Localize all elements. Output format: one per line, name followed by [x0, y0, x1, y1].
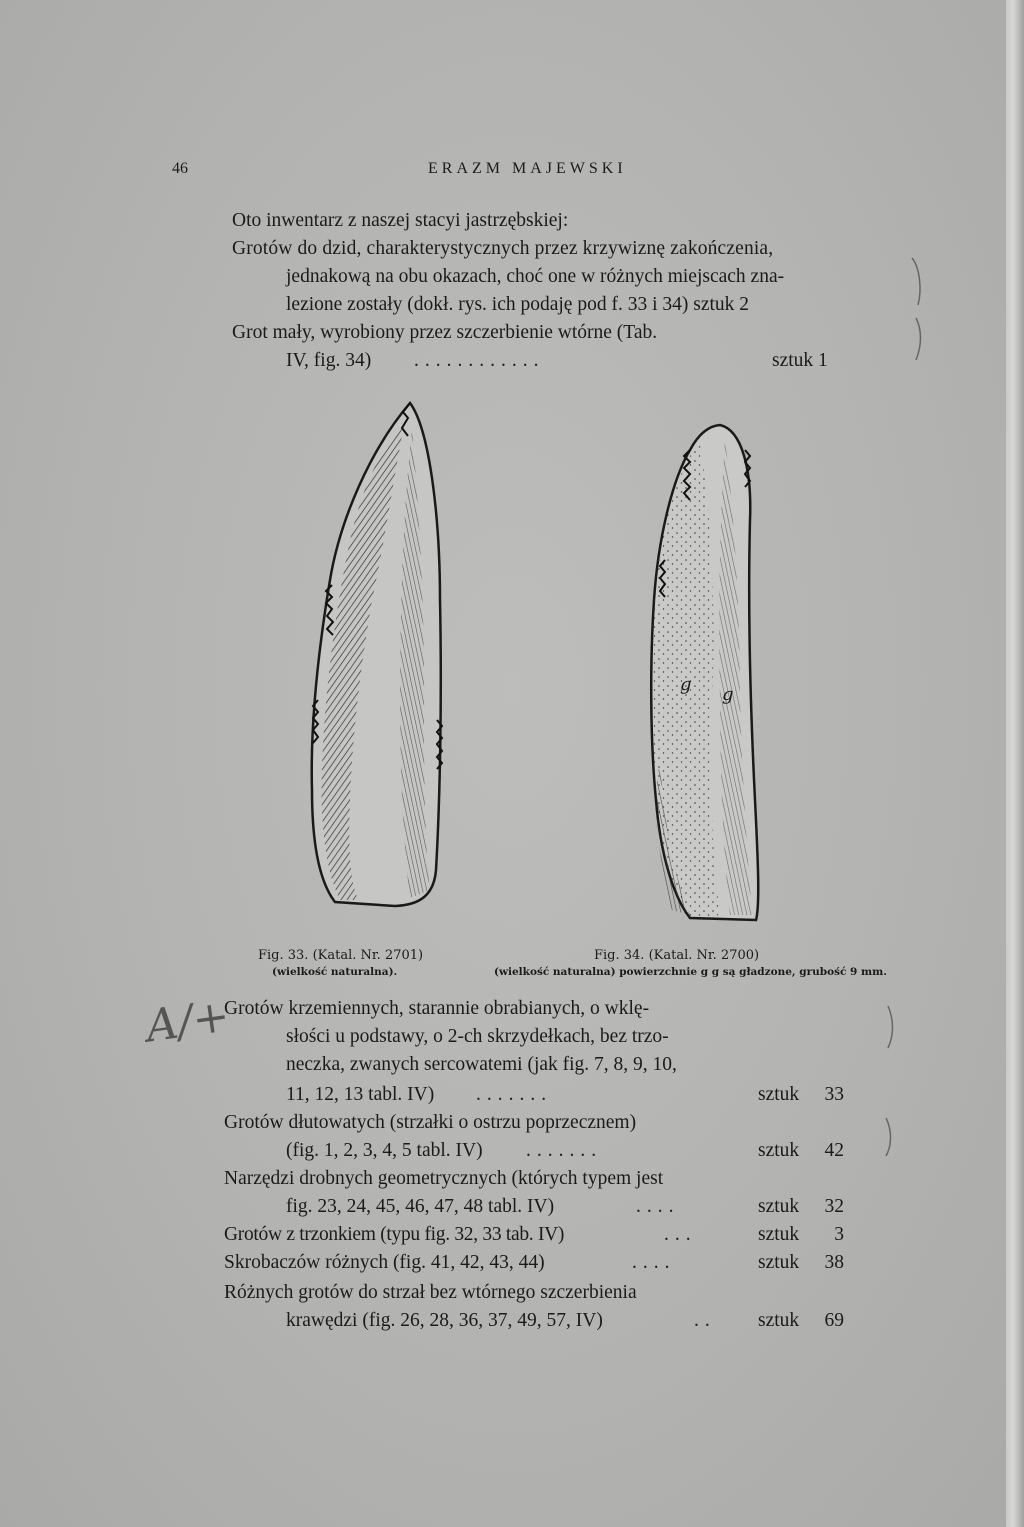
leader-dots: ............ [414, 350, 545, 371]
inventory-unit: sztuk [758, 1196, 800, 1217]
item-line: Grotów do dzid, charakterystycznych przez krzywiznę zakończenia, [232, 238, 774, 259]
handwritten-margin-note: A/+ [142, 990, 233, 1053]
leader-dots: .... [632, 1252, 676, 1273]
inventory-unit: sztuk [758, 1224, 800, 1245]
item-line: jednakową na obu okazach, choć one w różnych miejscach zna- [286, 266, 785, 287]
inventory-count: 38 [824, 1252, 844, 1273]
inventory-unit: sztuk [758, 1084, 800, 1105]
inventory-line: neczka, zwanych sercowatemi (jak fig. 7, 8, 9, 10, [286, 1054, 677, 1075]
leader-dots: .... [636, 1196, 680, 1217]
item-count: sztuk 1 [772, 350, 828, 371]
inventory-line: Narzędzi drobnych geometrycznych (których typem jest [224, 1168, 664, 1189]
inventory-count: 69 [824, 1310, 844, 1331]
fig33-note: (wielkość naturalna). [272, 966, 398, 978]
fig34-mark-g: g [680, 674, 692, 695]
fig34-note: (wielkość naturalna) powierzchnie g g są gładzone, grubość 9 mm. [494, 966, 887, 978]
inventory-line: słości u podstawy, o 2-ch skrzydełkach, bez trzo- [286, 1026, 669, 1047]
item-line: Grot mały, wyrobiony przez szczerbienie wtórne (Tab. [232, 322, 658, 343]
item-label: IV, fig. 34) [286, 350, 372, 371]
inventory-line: Grotów dłutowatych (strzałki o ostrzu poprzecznem) [224, 1112, 637, 1133]
inventory-unit: sztuk [758, 1140, 800, 1161]
fig34-mark-g: g [722, 684, 734, 705]
inventory-label: Grotów z trzonkiem (typu fig. 32, 33 tab. IV) [224, 1224, 565, 1245]
fig34-caption: Fig. 34. (Katal. Nr. 2700) [594, 948, 760, 963]
inventory-line: Różnych grotów do strzał bez wtórnego szczerbienia [224, 1282, 637, 1303]
inventory-count: 3 [834, 1224, 844, 1245]
intro-line: Oto inwentarz z naszej stacyi jastrzębskiej: [232, 210, 569, 231]
inventory-count: 33 [824, 1084, 844, 1105]
inventory-line: Grotów krzemiennych, starannie obrabianych, o wklę- [224, 998, 650, 1019]
item-line: lezione zostały (dokł. rys. ich podaję pod f. 33 i 34) sztuk 2 [286, 294, 750, 315]
leader-dots: ... [664, 1224, 697, 1245]
leader-dots: ....... [526, 1140, 603, 1161]
fig33-caption: Fig. 33. (Katal. Nr. 2701) [258, 948, 424, 963]
inventory-count: 42 [824, 1140, 844, 1161]
inventory-label: fig. 23, 24, 45, 46, 47, 48 tabl. IV) [286, 1196, 555, 1217]
inventory-label: 11, 12, 13 tabl. IV) [286, 1084, 435, 1105]
inventory-count: 32 [824, 1196, 844, 1217]
inventory-label: krawędzi (fig. 26, 28, 36, 37, 49, 57, IV) [286, 1310, 603, 1331]
inventory-unit: sztuk [758, 1310, 800, 1331]
running-head: ERAZM MAJEWSKI [428, 160, 627, 177]
leader-dots: .. [694, 1310, 716, 1331]
inventory-unit: sztuk [758, 1252, 800, 1273]
page-number: 46 [172, 160, 188, 177]
leader-dots: ....... [476, 1084, 553, 1105]
inventory-label: Skrobaczów różnych (fig. 41, 42, 43, 44) [224, 1252, 545, 1273]
inventory-label: (fig. 1, 2, 3, 4, 5 tabl. IV) [286, 1140, 483, 1161]
